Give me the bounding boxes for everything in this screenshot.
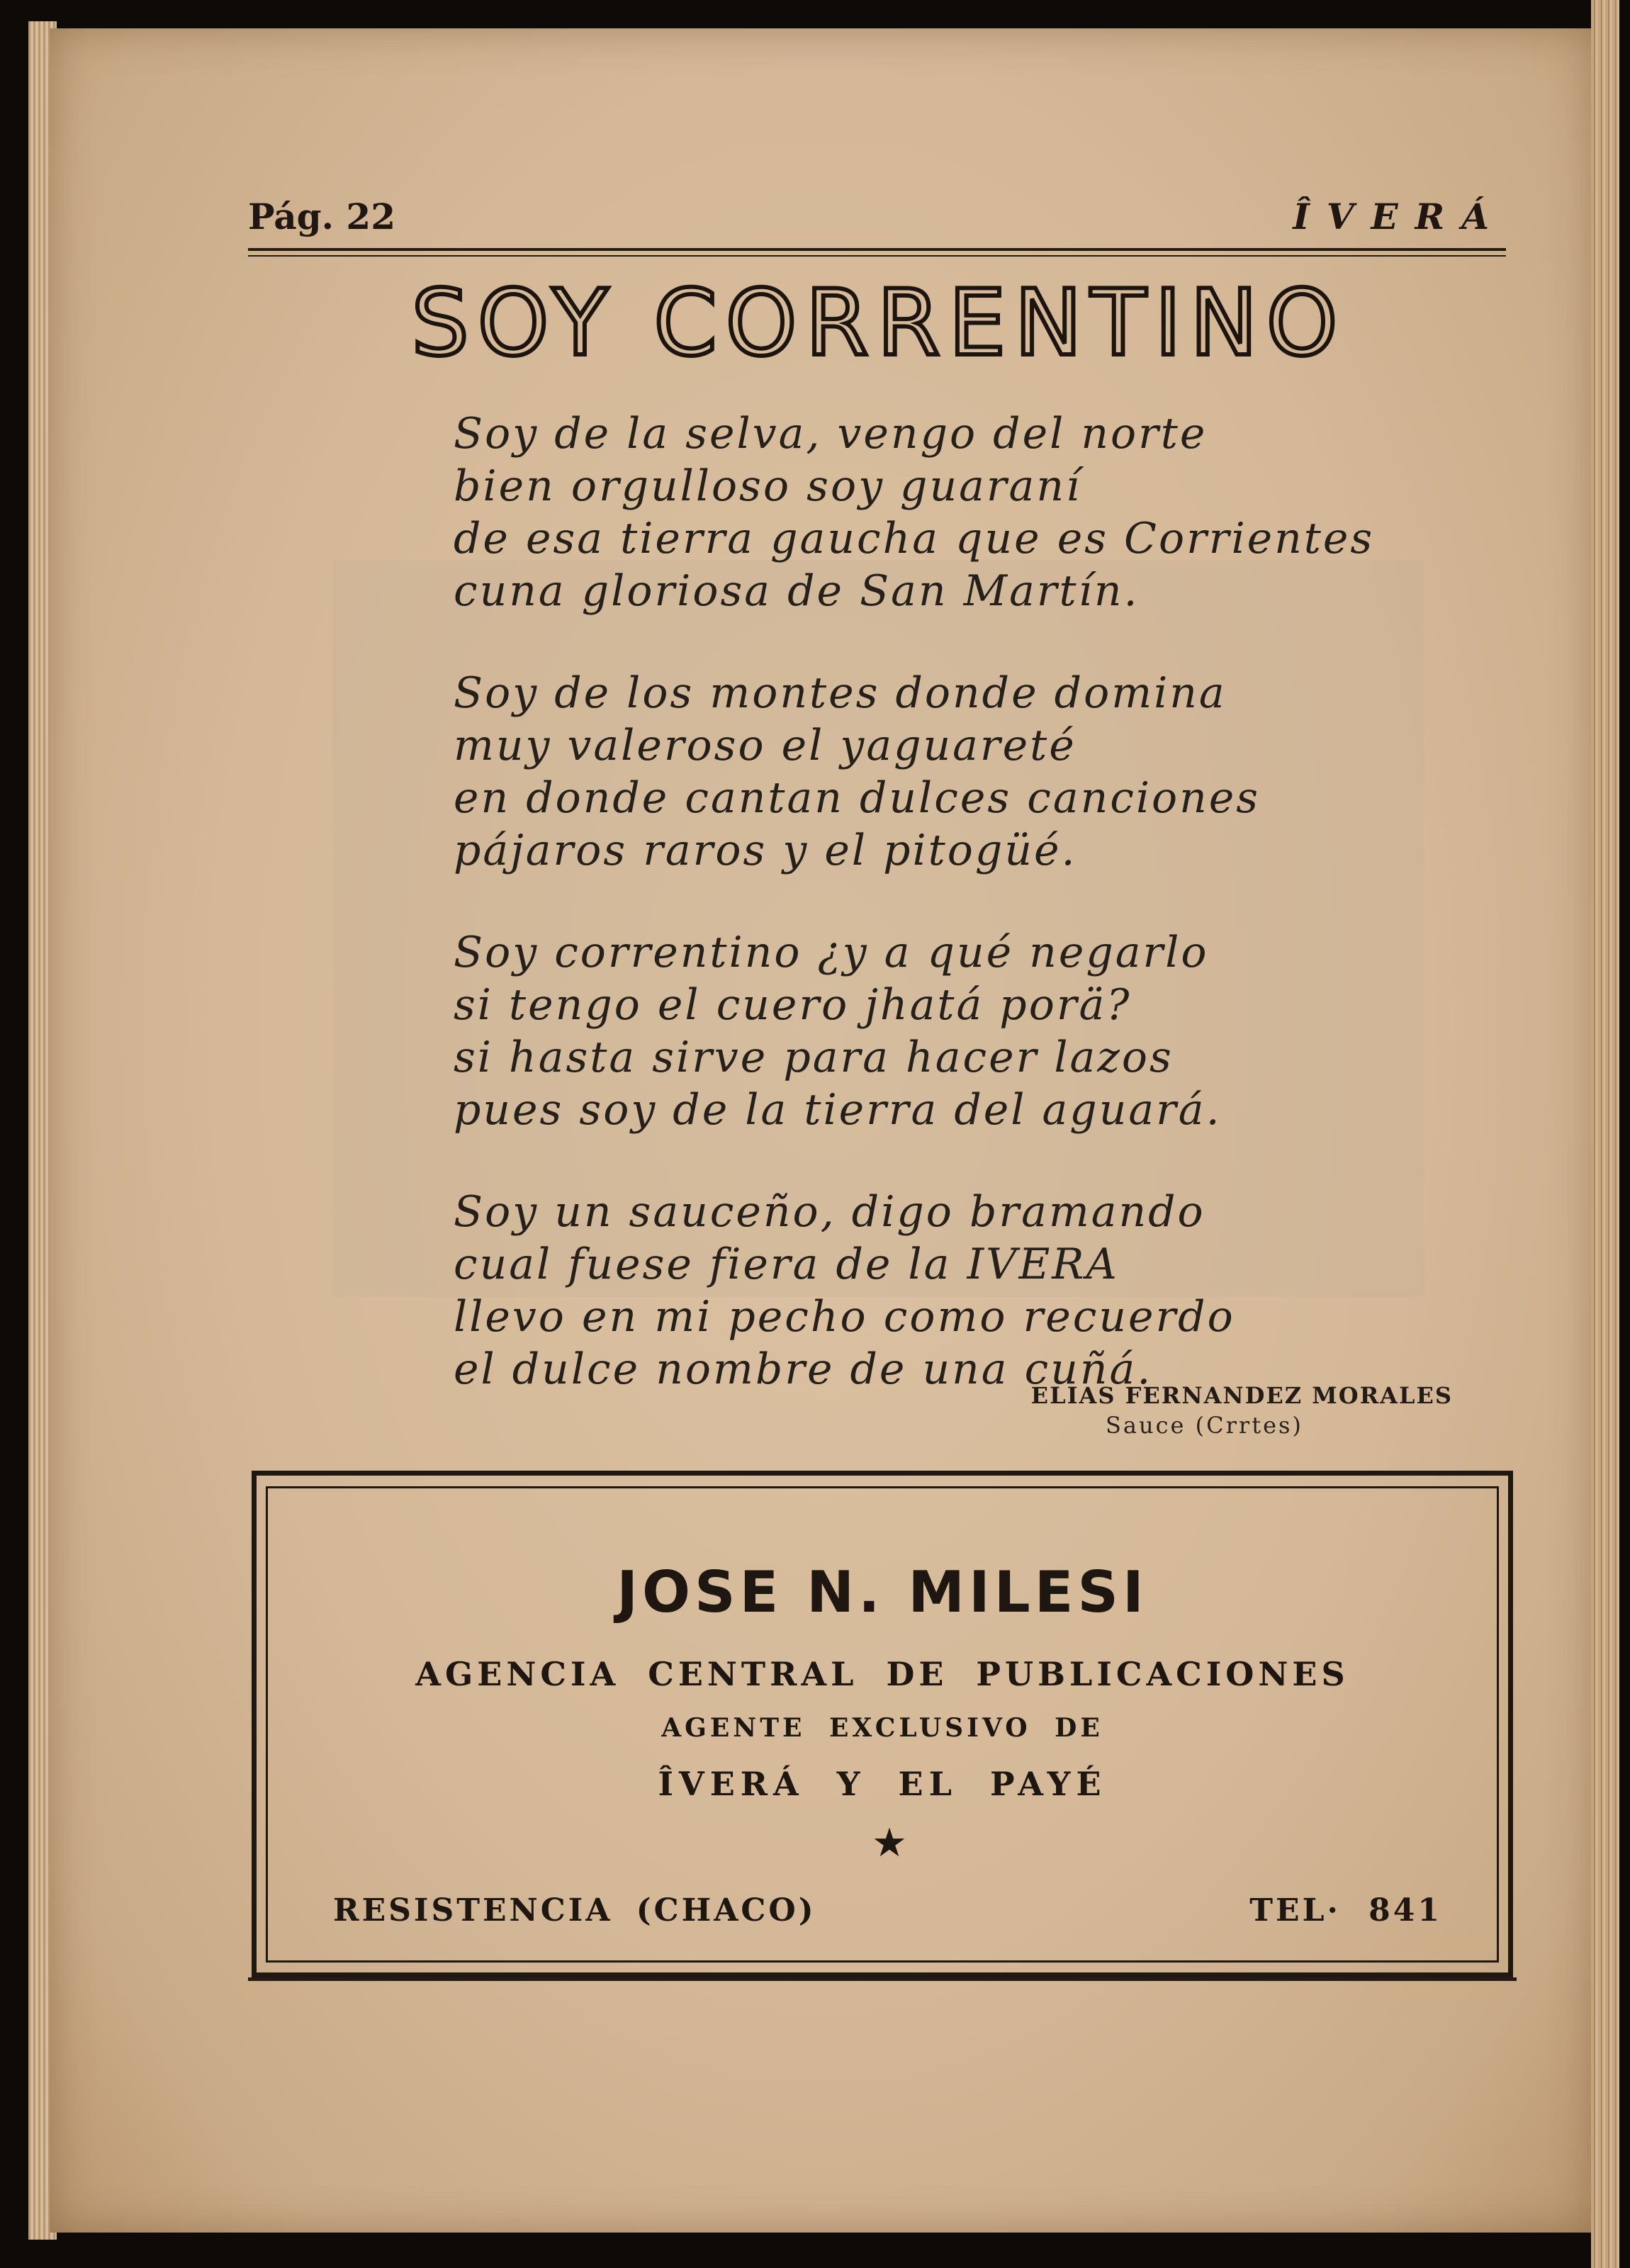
ad-publications: ÎVERÁ Y EL PAYÉ xyxy=(658,1765,1107,1803)
poem-line: el dulce nombre de una cuñá. xyxy=(454,1344,1153,1394)
poem-line: Soy de los montes donde domina xyxy=(454,668,1227,718)
footer-rule xyxy=(248,1977,1517,1981)
author-place: Sauce (Crrtes) xyxy=(1106,1412,1303,1439)
stanza xyxy=(454,926,1517,1136)
poem-line: si tengo el cuero jhatá porä? xyxy=(454,980,1132,1030)
stanza xyxy=(454,408,1517,617)
poem-line: cual fuese fiera de la IVERA xyxy=(454,1240,1119,1289)
ad-name: JOSE N. MILESI xyxy=(617,1559,1148,1625)
poem-line: si hasta sirve para hacer lazos xyxy=(454,1033,1174,1082)
header-rule xyxy=(248,248,1506,251)
poem-line: Soy de la selva, vengo del norte xyxy=(454,409,1208,459)
poem-line: de esa tierra gaucha que es Corrientes xyxy=(454,514,1375,563)
stanza xyxy=(454,667,1517,877)
ad-telephone: TEL· 841 xyxy=(1249,1892,1442,1929)
ad-agent-line: AGENTE EXCLUSIVO DE xyxy=(661,1713,1103,1743)
poem-line: Soy correntino ¿y a qué negarlo xyxy=(454,928,1209,977)
page-header xyxy=(248,196,1506,252)
poem-title: SOY CORRENTINO xyxy=(411,271,1347,376)
poem-author: ELIAS FERNANDEZ MORALES xyxy=(1030,1382,1453,1409)
magazine-name: ÎVERÁ xyxy=(1293,196,1506,237)
stanza xyxy=(454,1186,1517,1396)
poem-line: muy valeroso el yaguareté xyxy=(454,721,1077,770)
poem-line: bien orgulloso soy guaraní xyxy=(454,461,1082,511)
poem-line: en donde cantan dulces canciones xyxy=(454,773,1261,823)
poem-line: llevo en mi pecho como recuerdo xyxy=(454,1292,1235,1342)
poem-body xyxy=(454,408,1517,1445)
poem-line: cuna gloriosa de San Martín. xyxy=(454,566,1140,616)
ad-city: RESISTENCIA (CHACO) xyxy=(333,1892,816,1929)
poem-line: pájaros raros y el pitogüé. xyxy=(454,826,1077,875)
page-number: Pág. 22 xyxy=(248,196,396,237)
page-edge-right xyxy=(1591,0,1619,2268)
star-icon: ★ xyxy=(871,1820,908,1866)
header-rule-thin xyxy=(248,255,1506,257)
ad-agency: AGENCIA CENTRAL DE PUBLICACIONES xyxy=(415,1655,1349,1693)
poem-line: pues soy de la tierra del aguará. xyxy=(454,1085,1222,1135)
poem-line: Soy un sauceño, digo bramando xyxy=(454,1187,1205,1237)
